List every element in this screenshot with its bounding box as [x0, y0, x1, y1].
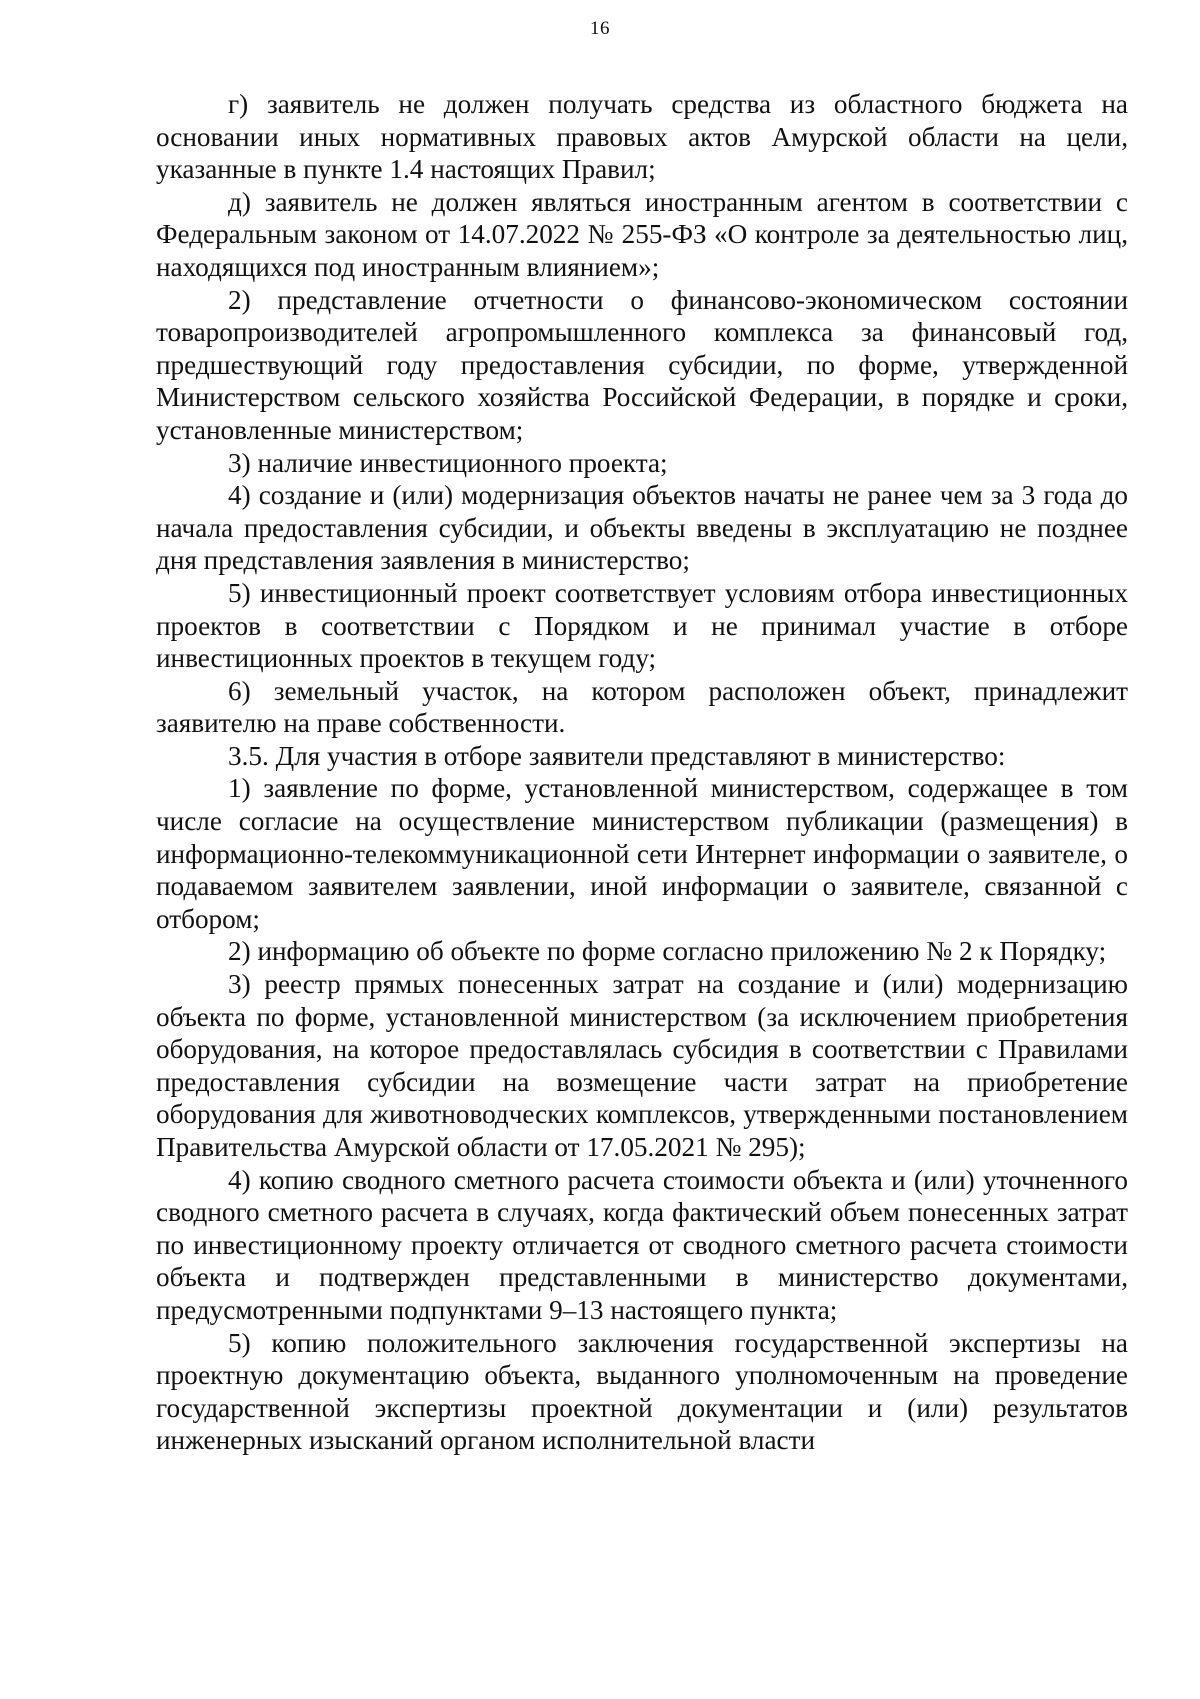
paragraph-6-land: 6) земельный участок, на котором расположен объект, принадлежит заявителю на праве собственности. — [156, 675, 1128, 739]
paragraph-2-reporting: 2) представление отчетности о финансово-экономическом состоянии товаропроизводителей агропромышленного комплекса за финансовый год, предшествующий году предоставления субсидии, по форме, утвержденной Министерством сельского хозяйства Российской Федерации, в порядке и сроки, установленные министерством; — [156, 284, 1128, 445]
paragraph-d: д) заявитель не должен являться иностранным агентом в соответствии с Федеральным законом от 14.07.2022 № 255-ФЗ «О контроле за деятельностью лиц, находящихся под иностранным влиянием»; — [156, 186, 1128, 282]
paragraph-2-object-info: 2) информацию об объекте по форме согласно приложению № 2 к Порядку; — [228, 936, 1107, 967]
paragraph-5-expertise-copy: 5) копию положительного заключения государственной экспертизы на проектную документацию объекта, выданного уполномоченным на проведение государственной экспертизы проектной документации и (или) результатов инженерных изысканий органом исполнительной власти — [156, 1327, 1128, 1456]
paragraph-5-selection: 5) инвестиционный проект соответствует условиям отбора инвестиционных проектов в соответствии с Порядком и не принимал участие в отборе инвестиционных проектов в текущем году; — [156, 577, 1128, 674]
paragraph-1-application: 1) заявление по форме, установленной министерством, содержащее в том числе согласие на осуществление министерством публикации (размещения) в информационно-телекоммуникационной сети Интернет информации о заявителе, о подаваемом заявителем заявлении, иной информации о заявителе, связанной с отбором; — [156, 773, 1128, 934]
paragraph-3-cost-register: 3) реестр прямых понесенных затрат на создание и (или) модернизацию объекта по форме, установленной министерством (за исключением приобретения оборудования, на которое предоставлялась субсидия в соответствии с Правилами предоставления субсидии на возмещение части затрат на приобретение оборудования для животноводческих комплексов, утвержденными постановлением Правительства Амурской области от 17.05.2021 № 295); — [156, 969, 1128, 1162]
paragraph-g: г) заявитель не должен получать средства из областного бюджета на основании иных нормативных правовых актов Амурской области на цели, указанные в пункте 1.4 настоящих Правил; — [156, 89, 1128, 185]
paragraph-3-5-heading: 3.5. Для участия в отборе заявители представляют в министерство: — [228, 740, 1006, 771]
page-number: 16 — [590, 18, 610, 39]
paragraph-4-estimate-copy: 4) копию сводного сметного расчета стоимости объекта и (или) уточненного сводного сметного расчета в случаях, когда фактический объем понесенных затрат по инвестиционному проекту отличается от сводного сметного расчета стоимости объекта и подтвержден представленными в министерство документами, предусмотренными подпунктами 9–13 настоящего пункта; — [156, 1164, 1128, 1325]
document-body — [156, 88, 1128, 1457]
paragraph-3-project: 3) наличие инвестиционного проекта; — [228, 447, 668, 478]
paragraph-4-construction: 4) создание и (или) модернизация объектов начаты не ранее чем за 3 года до начала предоставления субсидии, и объекты введены в эксплуатацию не позднее дня представления заявления в министерство; — [156, 480, 1128, 576]
